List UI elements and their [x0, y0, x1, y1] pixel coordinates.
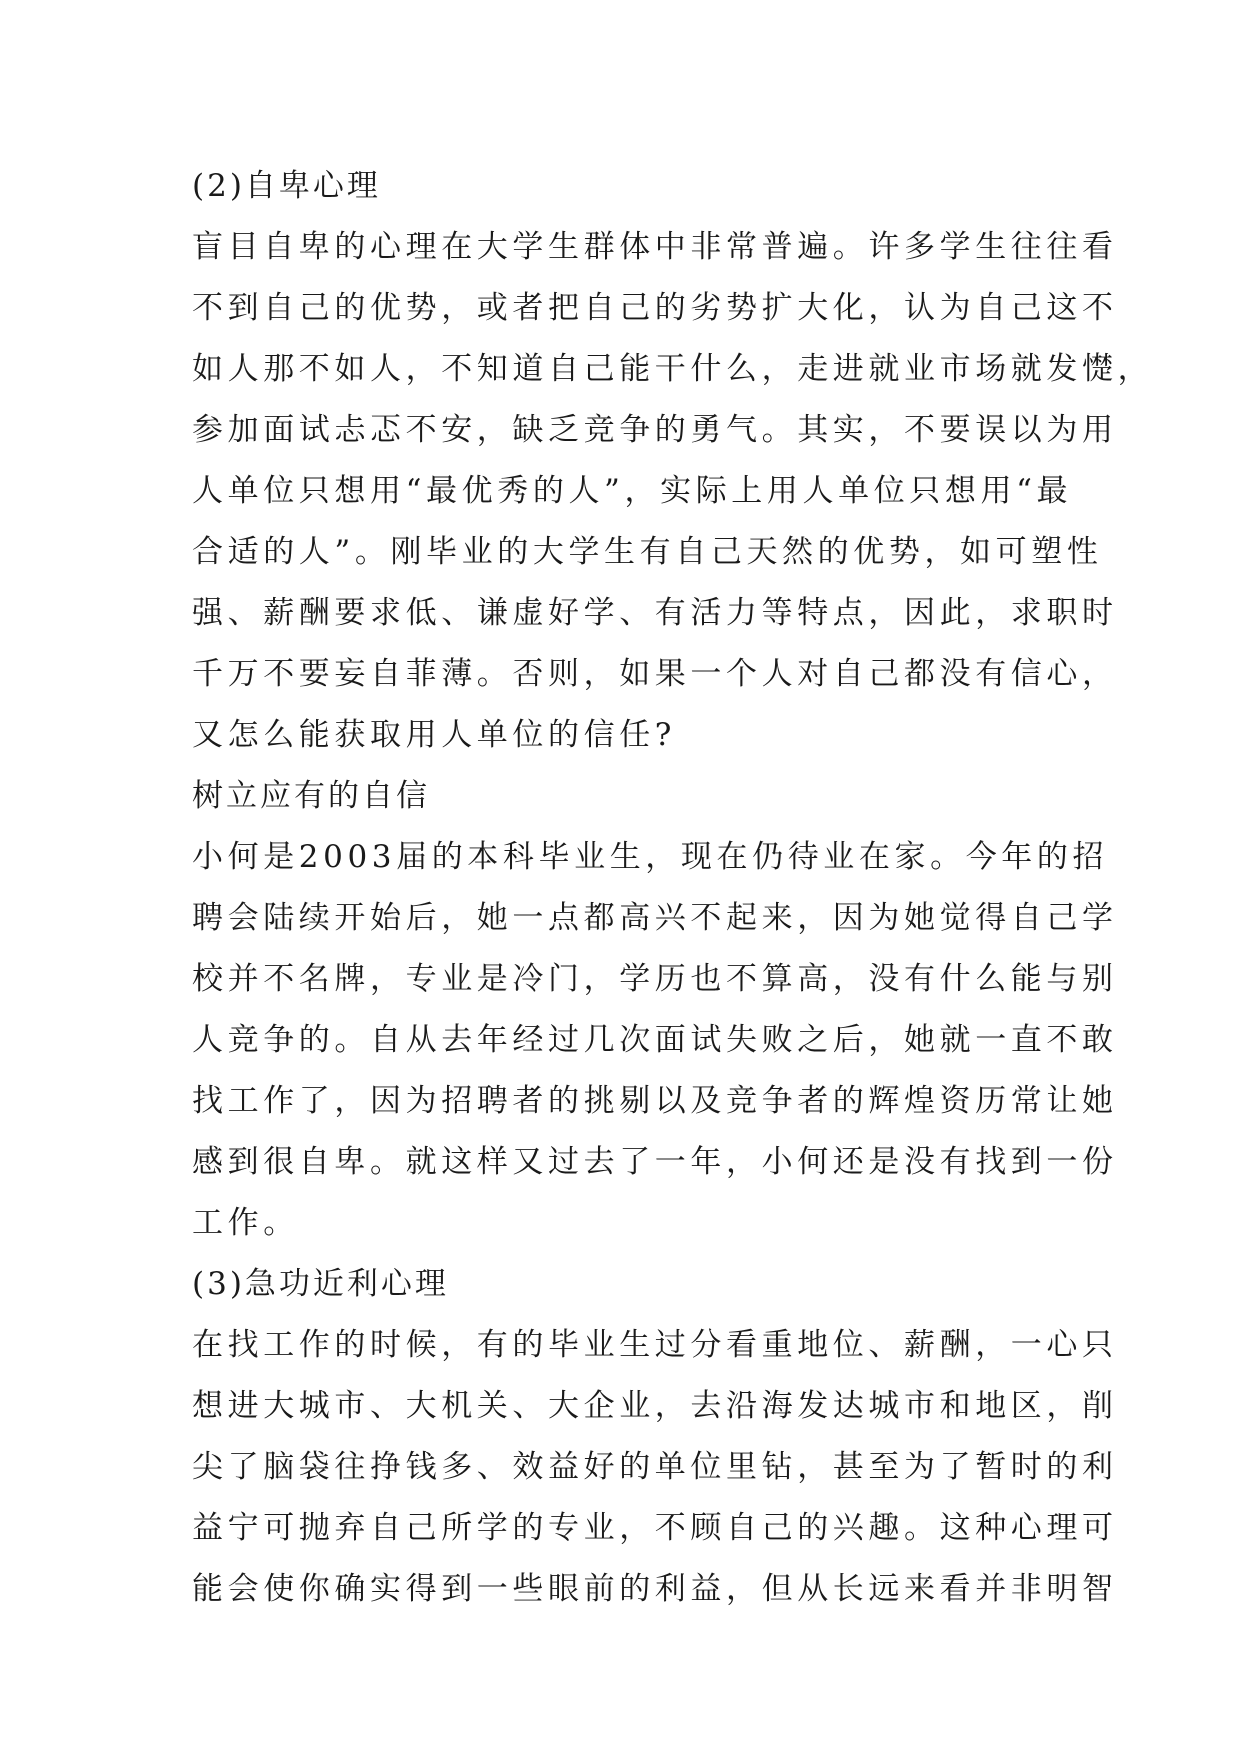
paragraph-line: 不到自己的优势，或者把自己的劣势扩大化，认为自己这不: [192, 290, 1118, 326]
paragraph-line: 聘会陆续开始后，她一点都高兴不起来，因为她觉得自己学: [192, 900, 1118, 936]
section-heading: 树立应有的自信: [192, 778, 430, 814]
paragraph-line: 校并不名牌，专业是冷门，学历也不算高，没有什么能与别: [192, 961, 1118, 997]
paragraph-line: 想进大城市、大机关、大企业，去沿海发达城市和地区，削: [192, 1388, 1118, 1424]
section-heading: (3)急功近利心理: [192, 1266, 449, 1302]
paragraph-line: 益宁可抛弃自己所学的专业，不顾自己的兴趣。这种心理可: [192, 1510, 1118, 1546]
paragraph-line: 千万不要妄自菲薄。否则，如果一个人对自己都没有信心，: [192, 656, 1118, 692]
paragraph-line: 参加面试忐忑不安，缺乏竞争的勇气。其实，不要误以为用: [192, 412, 1118, 448]
paragraph-line: 又怎么能获取用人单位的信任?: [192, 717, 677, 753]
document-body: [192, 156, 1154, 1620]
paragraph-line: 如人那不如人，不知道自己能干什么，走进就业市场就发憷，: [192, 351, 1154, 387]
paragraph-line: 尖了脑袋往挣钱多、效益好的单位里钻，甚至为了暂时的利: [192, 1449, 1118, 1485]
paragraph-line: 小何是2003届的本科毕业生，现在仍待业在家。今年的招: [192, 839, 1109, 875]
paragraph-line: 在找工作的时候，有的毕业生过分看重地位、薪酬，一心只: [192, 1327, 1118, 1363]
paragraph-line: 找工作了，因为招聘者的挑剔以及竞争者的辉煌资历常让她: [192, 1083, 1118, 1119]
section-heading: (2)自卑心理: [192, 168, 381, 204]
paragraph-line: 人单位只想用“最优秀的人”，实际上用人单位只想用“最: [192, 473, 1073, 509]
paragraph-line: 能会使你确实得到一些眼前的利益，但从长远来看并非明智: [192, 1571, 1118, 1607]
paragraph-line: 强、薪酬要求低、谦虚好学、有活力等特点，因此，求职时: [192, 595, 1118, 631]
paragraph-line: 人竞争的。自从去年经过几次面试失败之后，她就一直不敢: [192, 1022, 1118, 1058]
paragraph-line: 盲目自卑的心理在大学生群体中非常普遍。许多学生往往看: [192, 229, 1118, 265]
paragraph-line: 合适的人”。刚毕业的大学生有自己天然的优势，如可塑性: [192, 534, 1103, 570]
paragraph-line: 感到很自卑。就这样又过去了一年，小何还是没有找到一份: [192, 1144, 1118, 1180]
paragraph-line: 工作。: [192, 1205, 299, 1241]
